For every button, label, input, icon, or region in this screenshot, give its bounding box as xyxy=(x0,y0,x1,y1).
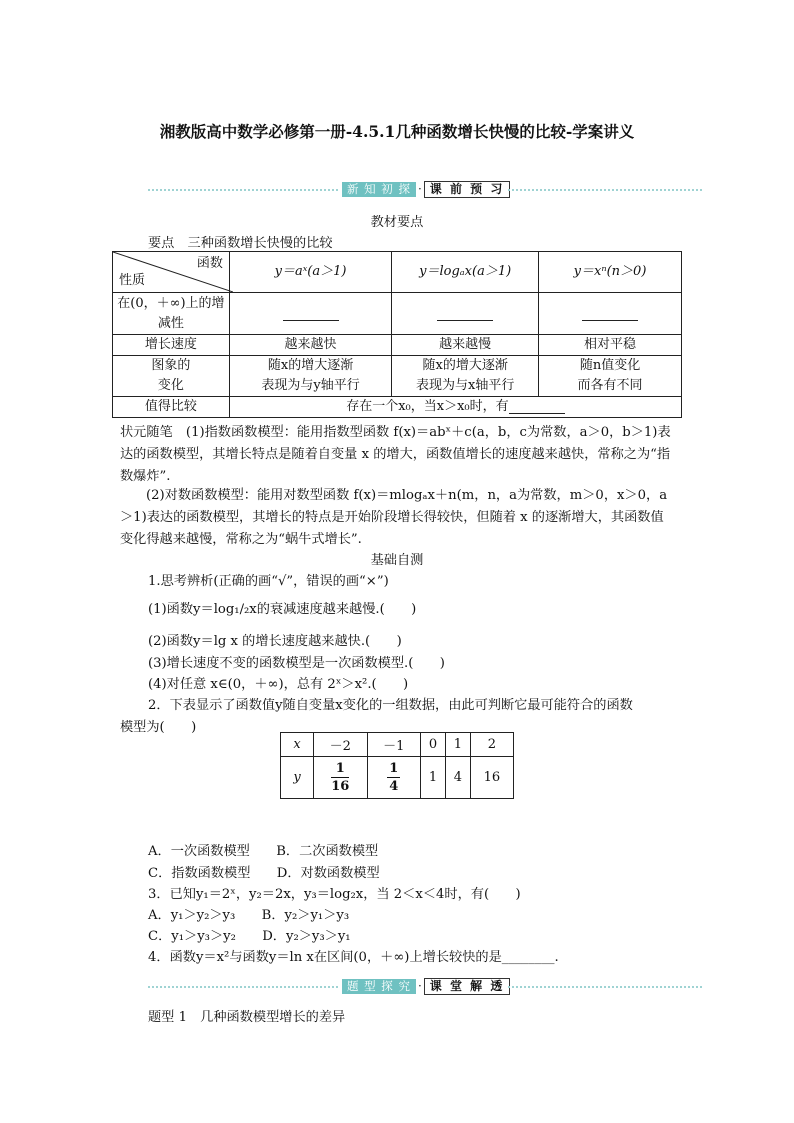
x-label: x xyxy=(293,737,301,752)
row-graph-label-a: 图象的 xyxy=(151,358,191,373)
header-logarithmic: y＝logₐx(a＞1) xyxy=(419,264,512,279)
x-value: －1 xyxy=(367,733,421,757)
banner-tag-new-knowledge: 新 知 初 探 xyxy=(342,182,416,197)
compare-text: 存在一个x₀，当x＞x₀时，有 xyxy=(346,399,509,414)
question-1-3: (3)增长速度不变的函数模型是一次函数模型.( ) xyxy=(148,656,445,671)
banner-tag-preview: 课 前 预 习 xyxy=(424,181,511,198)
question-2-options-ab: A．一次函数模型 B．二次函数模型 xyxy=(148,844,379,859)
question-2-line1: 2．下表显示了函数值y随自变量x变化的一组数据，由此可判断它最可能符合的函数 xyxy=(148,698,633,713)
answer-blank xyxy=(437,306,493,321)
y-value: 4 xyxy=(445,757,470,799)
row-graph-label-b: 变化 xyxy=(157,378,184,393)
key-point-heading: 要点 三种函数增长快慢的比较 xyxy=(148,236,333,251)
y-label: y xyxy=(293,770,301,785)
note-log-model: (2)对数函数模型：能用对数型函数 f(x)＝mlogₐx＋n(m，n，a为常数，m＞0，x＞0，a＞1)表达的函数模型，其增长的特点是开始阶段增长得较快，但随着 x 的逐渐增大，其函数值变化得越来越慢，常称之为“蜗牛式增长”. xyxy=(120,488,668,547)
graph-exponential-b: 表现为与y轴平行 xyxy=(261,378,360,393)
graph-logarithmic-a: 随x的增大逐渐 xyxy=(422,358,508,373)
topic-type-1-heading: 题型 1 几种函数模型增长的差异 xyxy=(148,1010,346,1025)
question-2-options-cd: C．指数函数模型 D．对数函数模型 xyxy=(148,866,380,881)
comparison-table xyxy=(112,251,682,418)
question-4: 4．函数y＝x²与函数y＝ln x在区间(0，＋∞)上增长较快的是________. xyxy=(148,950,559,965)
x-value: 2 xyxy=(470,733,513,757)
row-monotonic-label-b: 减性 xyxy=(157,315,184,331)
table-diagonal-header: 函数 性质 xyxy=(113,252,229,292)
question-3: 3．已知y₁＝2ˣ，y₂＝2x，y₃＝log₂x，当 2＜x＜4时，有( ) xyxy=(148,887,521,902)
question-3-options-cd: C．y₁＞y₃＞y₂ D．y₂＞y₃＞y₁ xyxy=(148,929,351,944)
row-speed-label: 增长速度 xyxy=(113,335,230,356)
document-title: 湘教版高中数学必修第一册-4.5.1几种函数增长快慢的比较-学案讲义 xyxy=(159,122,635,141)
banner-tag-classroom: 课 堂 解 透 xyxy=(424,978,511,995)
x-value: －2 xyxy=(314,733,368,757)
row-monotonic-label-a: 在(0，＋∞)上的增 xyxy=(117,295,225,311)
answer-blank xyxy=(283,306,339,321)
graph-exponential-a: 随x的增大逐渐 xyxy=(267,358,354,373)
self-test-heading: 基础自测 xyxy=(370,553,424,568)
question-1: 1.思考辨析(正确的画“√”，错误的画“×”) xyxy=(148,574,389,589)
speed-logarithmic: 越来越慢 xyxy=(392,335,539,356)
section-heading: 教材要点 xyxy=(370,215,424,230)
question-2-line2: 模型为( ) xyxy=(120,720,197,735)
question-1-2: (2)函数y＝lg x 的增长速度越来越快.( ) xyxy=(148,634,402,649)
question-3-options-ab: A．y₁＞y₂＞y₃ B．y₂＞y₁＞y₃ xyxy=(148,908,350,923)
question-1-4: (4)对任意 x∈(0，＋∞)，总有 2ˣ＞x².( ) xyxy=(148,677,409,692)
graph-power-b: 而各有不同 xyxy=(577,378,643,393)
answer-blank xyxy=(509,399,565,414)
y-value: 1 xyxy=(421,757,446,799)
y-value: 16 xyxy=(470,757,513,799)
header-exponential: y＝aˣ(a＞1) xyxy=(274,264,347,279)
section-banner-preview: 新 知 初 探 · 课 前 预 习 xyxy=(0,180,794,200)
x-value: 0 xyxy=(421,733,446,757)
header-power: y＝xⁿ(n＞0) xyxy=(573,264,647,279)
speed-power: 相对平稳 xyxy=(539,335,682,356)
graph-logarithmic-b: 表现为与x轴平行 xyxy=(415,378,515,393)
graph-power-a: 随n值变化 xyxy=(579,358,641,373)
row-compare-label: 值得比较 xyxy=(113,397,230,418)
fraction-1-4: $\frac{1}{4}$ xyxy=(389,761,399,794)
question-1-1: (1)函数y＝log₁/₂x的衰减速度越来越慢.( ) xyxy=(148,602,417,617)
banner-tag-explore: 题 型 探 究 xyxy=(342,979,416,994)
speed-exponential: 越来越快 xyxy=(229,335,391,356)
x-value: 1 xyxy=(445,733,470,757)
section-banner-classroom: 题 型 探 究 · 课 堂 解 透 xyxy=(0,977,794,997)
answer-blank xyxy=(582,306,638,321)
fraction-1-16: $\frac{1}{16}$ xyxy=(331,761,350,794)
data-table xyxy=(280,732,514,799)
note-exponential-model: 状元随笔 (1)指数函数模型：能用指数型函数 f(x)＝abˣ＋c(a，b，c为常数，a＞0，b＞1)表达的函数模型，其增长特点是随着自变量 x 的增大，函数值增长的速度越来越快，常称之为“指数爆炸”. xyxy=(120,425,671,484)
